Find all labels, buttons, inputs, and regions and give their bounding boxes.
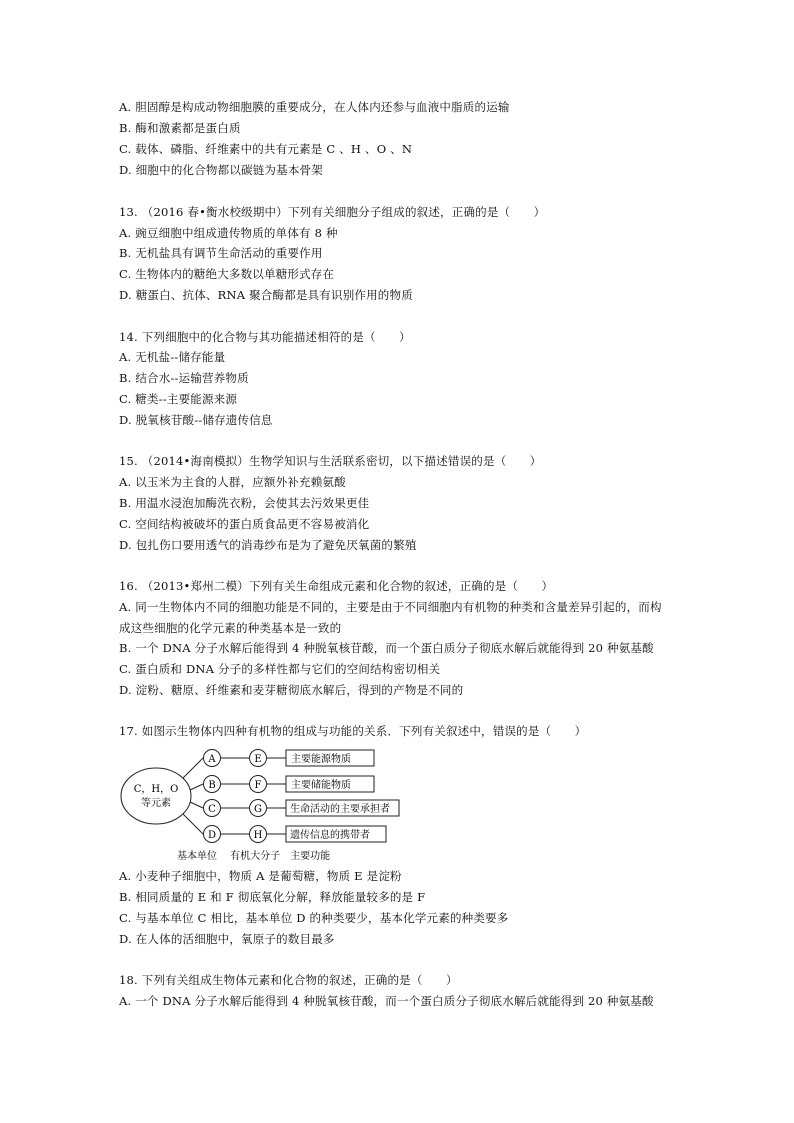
q12-option-a: A. 胆固醇是构成动物细胞膜的重要成分，在人体内还参与血液中脂质的运输 <box>119 100 510 114</box>
q17-option-d: D. 在人体的活细胞中，氧原子的数目最多 <box>119 932 335 946</box>
q18-stem: 18. 下列有关组成生物体元素和化合物的叙述，正确的是（ ） <box>119 973 458 987</box>
q16-option-a-cont: 成这些细胞的化学元素的种类基本是一致的 <box>119 621 342 635</box>
q14-option-c: C. 糖类--主要能源来源 <box>119 392 238 406</box>
q16-option-c: C. 蛋白质和 DNA 分子的多样性都与它们的空间结构密切相关 <box>119 662 441 676</box>
q15-option-d: D. 包扎伤口要用透气的消毒纱布是为了避免厌氧菌的繁殖 <box>119 538 417 552</box>
q13-option-b: B. 无机盐具有调节生命活动的重要作用 <box>119 246 323 260</box>
organic-compound-diagram <box>119 744 409 866</box>
source-label-line2: 等元素 <box>141 798 171 809</box>
q17-option-b: B. 相同质量的 E 和 F 彻底氧化分解，释放能量较多的是 F <box>119 890 426 904</box>
q12-option-c: C. 载体、磷脂、纤维素中的共有元素是 C 、H 、O 、N <box>119 142 413 156</box>
unit-a-label: A <box>208 754 216 765</box>
q12-option-d: D. 细胞中的化合物都以碳链为基本骨架 <box>119 163 323 177</box>
function-label-3: 生命活动的主要承担者 <box>290 804 390 815</box>
function-label-4: 遗传信息的携带者 <box>290 830 370 841</box>
polymer-e-label: E <box>254 754 262 765</box>
element-source-ellipse <box>121 768 191 824</box>
q16-stem: 16. （2013•郑州二模）下列有关生命组成元素和化合物的叙述，正确的是（ ） <box>119 579 554 593</box>
polymer-f-label: F <box>254 780 262 791</box>
polymer-g-label: G <box>254 804 262 815</box>
q12-option-b: B. 酶和激素都是蛋白质 <box>119 121 241 135</box>
source-label-line1: C，H，O <box>133 784 179 795</box>
function-label-2: 主要储能物质 <box>291 780 351 791</box>
q13-option-d: D. 糖蛋白、抗体、RNA 聚合酶都是具有识别作用的物质 <box>119 288 413 302</box>
q15-option-b: B. 用温水浸泡加酶洗衣粉，会使其去污效果更佳 <box>119 496 370 510</box>
q14-stem: 14. 下列细胞中的化合物与其功能描述相符的是（ ） <box>119 330 411 344</box>
q18-option-a: A. 一个 DNA 分子水解后能得到 4 种脱氧核苷酸，而一个蛋白质分子彻底水解后就能得到 20 种氨基酸 <box>119 994 654 1008</box>
q15-option-c: C. 空间结构被破坏的蛋白质食品更不容易被消化 <box>119 517 370 531</box>
q13-option-c: C. 生物体内的糖绝大多数以单糖形式存在 <box>119 267 335 281</box>
unit-b-label: B <box>208 780 216 791</box>
q17-stem: 17. 如图示生物体内四种有机物的组成与功能的关系．下列有关叙述中，错误的是（ ） <box>119 724 587 738</box>
q15-stem: 15. （2014•海南模拟）生物学知识与生活联系密切，以下描述错误的是（ ） <box>119 454 542 468</box>
q17-option-a: A. 小麦种子细胞中，物质 A 是葡萄糖，物质 E 是淀粉 <box>119 869 402 883</box>
q16-option-d: D. 淀粉、糖原、纤维素和麦芽糖彻底水解后，得到的产物是不同的 <box>119 683 464 697</box>
function-label-1: 主要能源物质 <box>291 754 351 765</box>
q13-stem: 13. （2016 春•衡水校级期中）下列有关细胞分子组成的叙述，正确的是（ ） <box>119 205 546 219</box>
q15-option-a: A. 以玉米为主食的人群，应额外补充赖氨酸 <box>119 475 346 489</box>
polymer-h-label: H <box>253 830 263 841</box>
q13-option-a: A. 豌豆细胞中组成遗传物质的单体有 8 种 <box>119 226 338 240</box>
q14-option-b: B. 结合水--运输营养物质 <box>119 371 249 385</box>
q16-option-b: B. 一个 DNA 分子水解后能得到 4 种脱氧核苷酸，而一个蛋白质分子彻底水解后就能得到 20 种氨基酸 <box>119 641 654 655</box>
unit-d-label: D <box>207 830 217 841</box>
q16-option-a: A. 同一生物体内不同的细胞功能是不同的，主要是由于不同细胞内有机物的种类和含量差异引起的，而构 <box>119 600 662 614</box>
q14-option-d: D. 脱氧核苷酸--储存遗传信息 <box>119 413 273 427</box>
diagram-caption: 基本单位 有机大分子 主要功能 <box>177 851 331 862</box>
q17-option-c: C. 与基本单位 C 相比，基本单位 D 的种类要少，基本化学元素的种类要多 <box>119 911 509 925</box>
q14-option-a: A. 无机盐--储存能量 <box>119 350 226 364</box>
unit-c-label: C <box>208 804 216 815</box>
